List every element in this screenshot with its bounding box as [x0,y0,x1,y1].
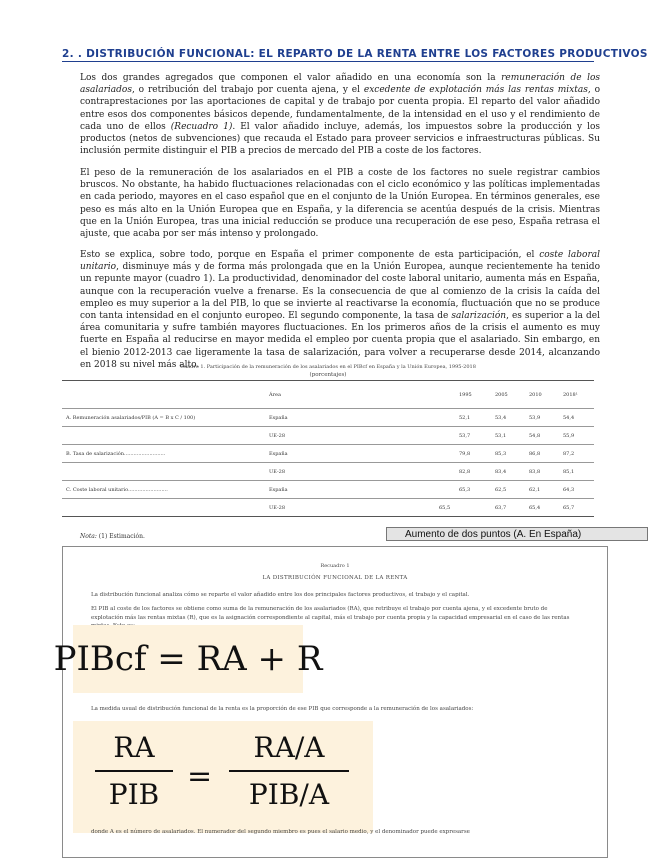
section-number: 2. [62,48,74,60]
header-year: 2010 [525,381,559,409]
data-table [62,380,594,517]
table-row: UE-28 53,7 53,1 54,8 55,9 [62,427,594,445]
paragraph-3: Esto se explica, sobre todo, porque en España el primer componente de esta participación, el coste laboral unitario, disminuye más y de forma más prolongada que en la Unión Europea, aunque recientemente ha tenido un repunte mayor (cuadro 1). La productividad, denominador del coste laboral unitario, aumenta más en España, aunque con la recuperación vuelve a frenarse. Es la consecuencia de que al comienzo de la crisis la caída del empleo es muy superior a la del PIB, lo que se invierte al reactivarse la economía, fluctuación que no se produce con tanta intensidad en el conjunto europeo. El segundo componente, la tasa de salarización, es superior a la del área comunitaria y sufre también mayores fluctuaciones. En los primeros años de la crisis el aumento es muy fuerte en España al reducirse en mayor medida el empleo por cuenta propia que el asalariado. Sin embargo, en el bienio 2012-2013 cae ligeramente la tasa de salarización, para volver a recuperarse desde 2014, alcanzando en 2018 su nivel más alto. [80,250,601,370]
recuadro-label: Recuadro 1 [320,563,350,569]
recuadro-title: LA DISTRIBUCIÓN FUNCIONAL DE LA RENTA [262,575,408,581]
table-note: Nota: (1) Estimación. [80,533,145,540]
paragraph-2: El peso de la remuneración de los asalariados en el PIB a coste de los factores no suele registrar cambios bruscos. No obstante, ha habido fluctuaciones relacionadas con el ciclo económico y las políticas implementadas en cada periodo, mayores en el caso español que en el conjunto de la Unión Europea. En términos generales, ese peso es más alto en la Unión Europea que en España, y la diferencia se acentúa después de la crisis. Mientras que en la Unión Europea, tras una inicial reducción se produce una recuperación de ese peso, España retrasa el ajuste, que acaba por ser más intenso y prolongado. [80,168,600,240]
fraction-ra-pib: RA PIB [95,731,173,811]
recuadro-paragraph: donde A es el número de asalariados. El numerador del segundo miembro es pues el salario medio, y el denominador puede expresarse [91,829,470,835]
table-row: UE-28 82,8 83,4 83,8 85,1 [62,463,594,481]
section-heading [62,48,648,62]
header-year: 2005 [491,381,525,409]
table-units: (porcentajes) [309,372,347,378]
recuadro-box [53,546,608,858]
formula-share [73,721,373,833]
table-caption: Cuadro 1. Participación de la remuneración de los asalariados en el PIBcf en España y la Unión Europea, 1995-2018 [180,364,476,370]
recuadro-paragraph: La medida usual de distribución funcional de la renta es la proporción de ese PIB que corresponde a la remuneración de los asalariados: [91,706,474,712]
header-year: 1995 [455,381,491,409]
recuadro-paragraph: La distribución funcional analiza cómo se reparte el valor añadido entre los dos principales factores productivos, el trabajo y el capital. [91,592,470,598]
comment-tooltip[interactable]: Aumento de dos puntos (A. En España) [386,527,648,541]
table-row: B. Tasa de salarización.......................... España 79,8 85,3 86,8 87,2 [62,445,594,463]
table-row: A. Remuneración asalariados/PIB (A = B x C / 100) España 52,1 53,4 53,9 54,4 [62,409,594,427]
table-row: C. Coste laboral unitario......................... España 65,3 62,5 62,1 64,3 [62,481,594,499]
header-area: Área [265,381,435,409]
section-title: . DISTRIBUCIÓN FUNCIONAL: EL REPARTO DE LA RENTA ENTRE LOS FACTORES PRODUCTIVOS [77,48,648,60]
recuadro-paragraph: El PIB al coste de los factores se obtiene como suma de la remuneración de los asalariados (RA), que retribuye el trabajo por cuenta ajena, y el excedente bruto de explotación más las rentas mixtas (R), que es la asignación correspondiente al capital, más el trabajo por cuenta propia y la capacidad empresarial en el caso de las rentas [91,606,570,621]
equals-sign: = [187,759,213,794]
formula-pibcf: PIBcf = RA + R [73,625,303,693]
fraction-ra-a-pib-a: RA/A PIB/A [229,731,349,811]
header-year: 2018¹ [559,381,594,409]
table-header-row [62,381,594,409]
table-row: UE-28 65,5 63,7 65,4 65,7 [62,499,594,517]
paragraph-1: Los dos grandes agregados que componen el valor añadido en una economía son la remuneración de los asalariados, o retribución del trabajo por cuenta ajena, y el excedente de explotación más las rentas mixtas, o contraprestaciones por las aportaciones de capital y de trabajo por cuenta propia. El reparto del valor añadido entre esos dos componentes básicos depende, fundamentalmente, de la intensidad en el uso y el rendimiento de cada uno de ellos (Recuadro 1). El valor añadido incluye, además, los impuestos sobre la producción y los productos (netos de subvenciones) que recauda el Estado para proveer servicios e infraestructuras públicas. Su inclusión permite distinguir el PIB a precios de mercado del PIB a coste de los factores. [80,73,601,157]
